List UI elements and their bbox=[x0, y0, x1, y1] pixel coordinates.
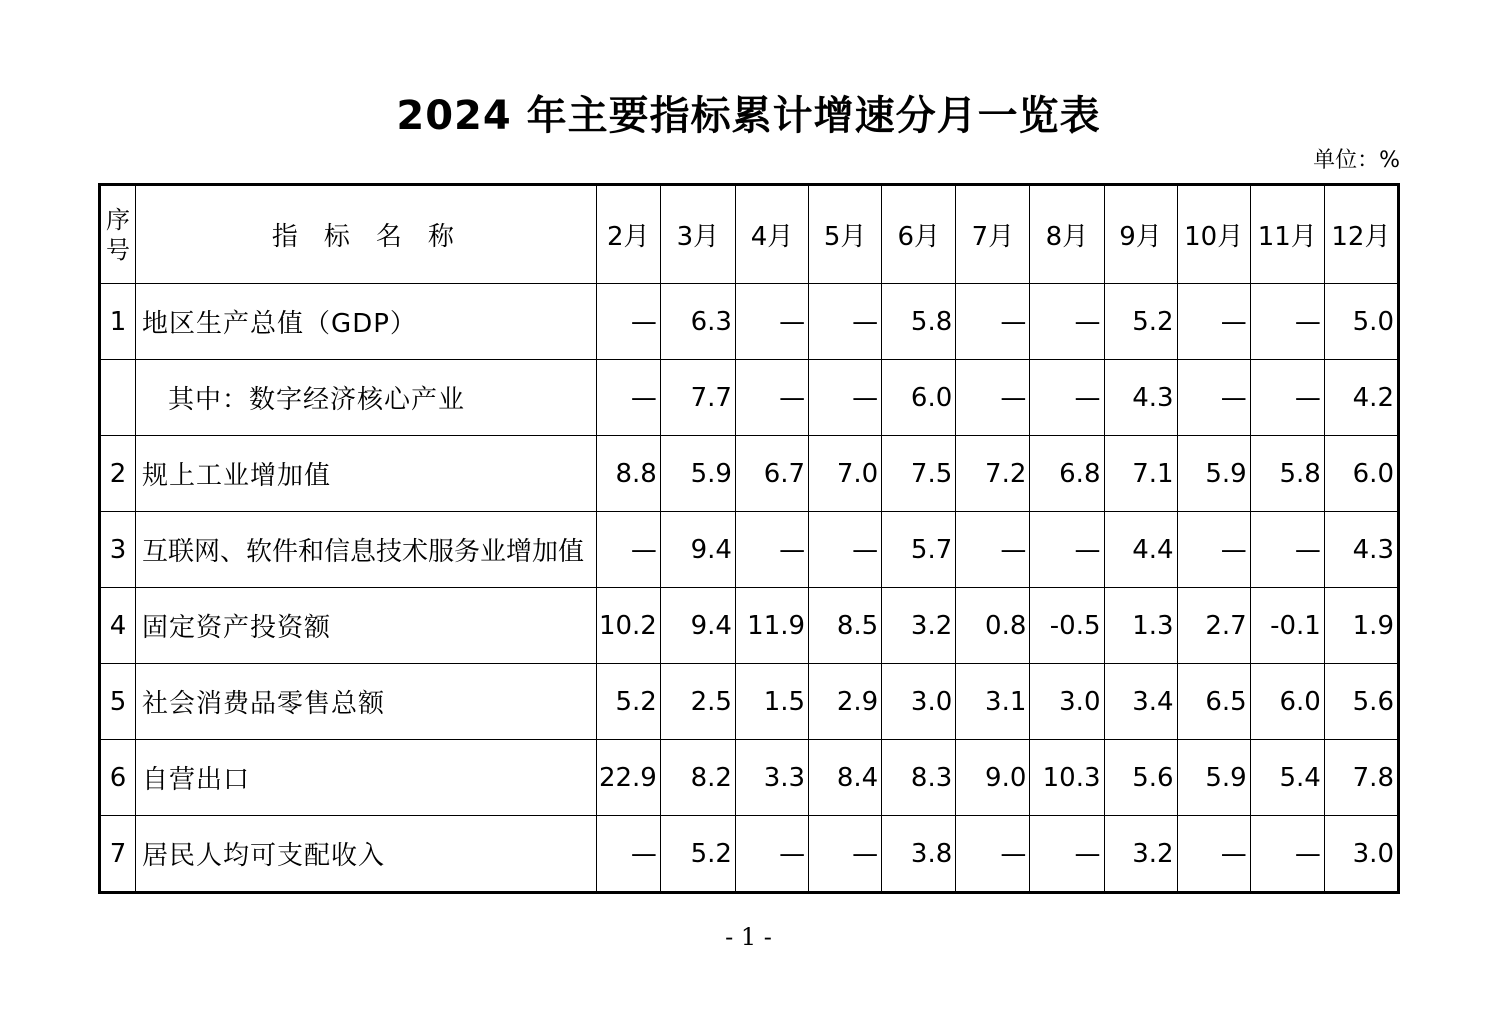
page-number: - 1 - bbox=[725, 923, 772, 951]
row-name: 自营出口 bbox=[136, 740, 597, 816]
row-value: — bbox=[1177, 512, 1250, 588]
row-value: 5.9 bbox=[1177, 436, 1250, 512]
row-value: 2.5 bbox=[660, 664, 735, 740]
header-month: 2月 bbox=[596, 185, 660, 284]
row-value: 1.9 bbox=[1324, 588, 1398, 664]
row-value: 7.0 bbox=[809, 436, 882, 512]
header-month: 8月 bbox=[1030, 185, 1104, 284]
table-row bbox=[100, 740, 1399, 816]
row-value: 4.4 bbox=[1104, 512, 1177, 588]
row-value: — bbox=[1177, 360, 1250, 436]
row-value: 5.6 bbox=[1324, 664, 1398, 740]
row-value: 11.9 bbox=[735, 588, 808, 664]
row-value: 5.7 bbox=[882, 512, 956, 588]
row-value: — bbox=[809, 816, 882, 893]
header-name: 指标名称 bbox=[136, 185, 597, 284]
row-value: 5.8 bbox=[1250, 436, 1324, 512]
row-value: 6.0 bbox=[1324, 436, 1398, 512]
row-value: — bbox=[596, 360, 660, 436]
row-name: 其中：数字经济核心产业 bbox=[136, 360, 597, 436]
row-value: 10.2 bbox=[596, 588, 660, 664]
row-value: — bbox=[1250, 284, 1324, 360]
row-value: — bbox=[956, 284, 1030, 360]
row-value: 22.9 bbox=[596, 740, 660, 816]
row-value: 6.5 bbox=[1177, 664, 1250, 740]
row-value: 5.2 bbox=[1104, 284, 1177, 360]
header-month: 9月 bbox=[1104, 185, 1177, 284]
row-value: 0.8 bbox=[956, 588, 1030, 664]
row-value: — bbox=[735, 816, 808, 893]
row-seq: 1 bbox=[100, 284, 136, 360]
row-value: 7.1 bbox=[1104, 436, 1177, 512]
row-value: — bbox=[596, 512, 660, 588]
table-row bbox=[100, 436, 1399, 512]
row-value: 10.3 bbox=[1030, 740, 1104, 816]
row-value: 8.4 bbox=[809, 740, 882, 816]
row-value: 3.0 bbox=[882, 664, 956, 740]
row-value: 6.3 bbox=[660, 284, 735, 360]
row-value: 9.4 bbox=[660, 588, 735, 664]
row-value: 7.7 bbox=[660, 360, 735, 436]
row-value: 7.5 bbox=[882, 436, 956, 512]
row-value: — bbox=[809, 512, 882, 588]
row-value: 5.8 bbox=[882, 284, 956, 360]
header-seq bbox=[100, 185, 136, 284]
row-value: 3.3 bbox=[735, 740, 808, 816]
row-value: 6.8 bbox=[1030, 436, 1104, 512]
row-value: 1.5 bbox=[735, 664, 808, 740]
row-value: 6.0 bbox=[1250, 664, 1324, 740]
row-value: — bbox=[1177, 284, 1250, 360]
row-value: — bbox=[1030, 360, 1104, 436]
row-value: 4.3 bbox=[1324, 512, 1398, 588]
row-value: 6.0 bbox=[882, 360, 956, 436]
row-value: 5.6 bbox=[1104, 740, 1177, 816]
row-value: 5.0 bbox=[1324, 284, 1398, 360]
row-value: — bbox=[1177, 816, 1250, 893]
row-value: 9.0 bbox=[956, 740, 1030, 816]
row-value: 5.9 bbox=[1177, 740, 1250, 816]
row-value: 5.2 bbox=[660, 816, 735, 893]
row-value: 5.9 bbox=[660, 436, 735, 512]
header-month: 12月 bbox=[1324, 185, 1398, 284]
row-value: 3.1 bbox=[956, 664, 1030, 740]
row-value: 9.4 bbox=[660, 512, 735, 588]
table-row bbox=[100, 816, 1399, 893]
table-row bbox=[100, 360, 1399, 436]
row-value: — bbox=[1030, 284, 1104, 360]
row-value: — bbox=[1030, 816, 1104, 893]
row-seq bbox=[100, 360, 136, 436]
row-name: 互联网、软件和信息技术服务业增加值 bbox=[136, 512, 597, 588]
row-value: 2.7 bbox=[1177, 588, 1250, 664]
row-value: 5.2 bbox=[596, 664, 660, 740]
row-value: — bbox=[596, 284, 660, 360]
row-value: -0.1 bbox=[1250, 588, 1324, 664]
row-seq: 2 bbox=[100, 436, 136, 512]
table-row bbox=[100, 284, 1399, 360]
row-value: — bbox=[809, 360, 882, 436]
row-value: — bbox=[1250, 512, 1324, 588]
header-month: 10月 bbox=[1177, 185, 1250, 284]
row-value: — bbox=[596, 816, 660, 893]
row-name: 社会消费品零售总额 bbox=[136, 664, 597, 740]
row-name: 固定资产投资额 bbox=[136, 588, 597, 664]
indicator-table bbox=[98, 183, 1400, 894]
row-seq: 7 bbox=[100, 816, 136, 893]
row-value: 3.4 bbox=[1104, 664, 1177, 740]
row-value: 8.5 bbox=[809, 588, 882, 664]
table-row bbox=[100, 664, 1399, 740]
table-row bbox=[100, 512, 1399, 588]
row-value: — bbox=[735, 360, 808, 436]
row-seq: 4 bbox=[100, 588, 136, 664]
row-value: 3.2 bbox=[882, 588, 956, 664]
row-value: — bbox=[1250, 816, 1324, 893]
row-value: — bbox=[956, 816, 1030, 893]
row-value: 5.4 bbox=[1250, 740, 1324, 816]
header-month: 3月 bbox=[660, 185, 735, 284]
row-value: 8.3 bbox=[882, 740, 956, 816]
header-month: 4月 bbox=[735, 185, 808, 284]
row-value: 1.3 bbox=[1104, 588, 1177, 664]
row-value: 3.0 bbox=[1324, 816, 1398, 893]
header-month: 5月 bbox=[809, 185, 882, 284]
row-value: — bbox=[956, 512, 1030, 588]
table-header bbox=[100, 185, 1399, 284]
row-value: -0.5 bbox=[1030, 588, 1104, 664]
table-row bbox=[100, 588, 1399, 664]
row-value: 6.7 bbox=[735, 436, 808, 512]
row-value: 8.2 bbox=[660, 740, 735, 816]
row-value: 3.8 bbox=[882, 816, 956, 893]
row-value: — bbox=[735, 512, 808, 588]
row-value: 8.8 bbox=[596, 436, 660, 512]
row-value: 7.2 bbox=[956, 436, 1030, 512]
header-month: 7月 bbox=[956, 185, 1030, 284]
page-title: 2024 年主要指标累计增速分月一览表 bbox=[396, 93, 1101, 139]
row-name: 规上工业增加值 bbox=[136, 436, 597, 512]
row-value: — bbox=[735, 284, 808, 360]
row-value: — bbox=[1030, 512, 1104, 588]
row-value: 4.3 bbox=[1104, 360, 1177, 436]
row-value: — bbox=[1250, 360, 1324, 436]
header-row bbox=[100, 185, 1399, 284]
row-name: 地区生产总值（GDP） bbox=[136, 284, 597, 360]
header-seq-text: 序号 bbox=[106, 205, 131, 264]
row-value: — bbox=[956, 360, 1030, 436]
table-body bbox=[100, 284, 1399, 893]
row-value: — bbox=[809, 284, 882, 360]
row-name: 居民人均可支配收入 bbox=[136, 816, 597, 893]
row-value: 3.2 bbox=[1104, 816, 1177, 893]
row-value: 4.2 bbox=[1324, 360, 1398, 436]
header-month: 6月 bbox=[882, 185, 956, 284]
header-month: 11月 bbox=[1250, 185, 1324, 284]
row-seq: 3 bbox=[100, 512, 136, 588]
unit-label: 单位：% bbox=[1313, 148, 1400, 173]
row-value: 2.9 bbox=[809, 664, 882, 740]
row-seq: 6 bbox=[100, 740, 136, 816]
row-seq: 5 bbox=[100, 664, 136, 740]
row-value: 7.8 bbox=[1324, 740, 1398, 816]
row-value: 3.0 bbox=[1030, 664, 1104, 740]
